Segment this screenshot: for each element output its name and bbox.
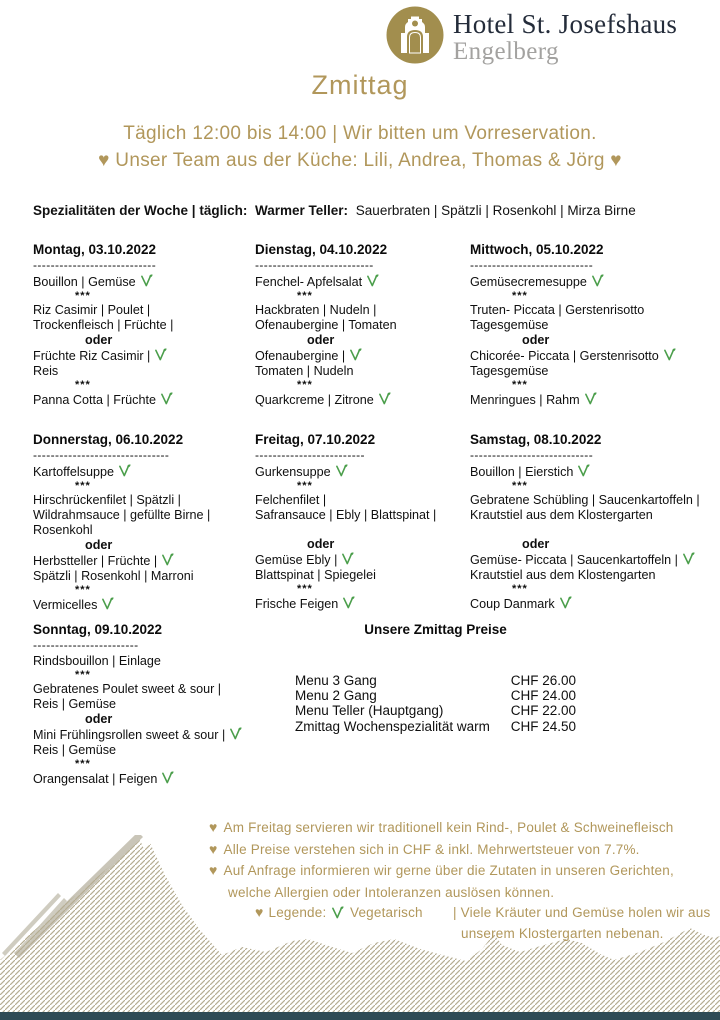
menu-line-text: Tomaten | Nudeln (255, 364, 354, 378)
menu-line-text: Früchte Riz Casimir | (33, 349, 151, 363)
menu-line (470, 568, 700, 583)
menu-line-text: Herbstteller | Früchte | (33, 554, 158, 568)
menu-line-text: Rindsbouillon | Einlage (33, 654, 161, 668)
day-column (33, 242, 173, 408)
spacer-line (470, 523, 700, 537)
menu-line-text: Gebratenes Poulet sweet & sour | (33, 682, 222, 696)
menu-line-text: Riz Casimir | Poulet | (33, 303, 151, 317)
menu-line-text: *** (297, 480, 313, 492)
menu-line (33, 364, 173, 379)
menu-line (33, 654, 242, 669)
menu-line-text: *** (512, 480, 528, 492)
price-value: CHF 26.00 (510, 673, 576, 688)
footnote-text: Am Freitag servieren wir traditionell kein Rind-, Poulet & Schweinefleisch (223, 820, 674, 835)
price-row (295, 719, 576, 734)
menu-line-text: oder (85, 333, 113, 347)
menu-line (255, 552, 436, 568)
course-separator (255, 480, 436, 493)
menu-line-text: oder (85, 712, 113, 726)
menu-line (33, 318, 173, 333)
heart-icon: ♥ (209, 862, 218, 878)
menu-line-text: Ofenaubergine | Tomaten (255, 318, 397, 332)
menu-line (255, 493, 436, 508)
menu-line (255, 508, 436, 523)
menu-line-text: Hackbraten | Nudeln | (255, 303, 377, 317)
or-label (470, 333, 676, 348)
vegetarian-icon (161, 553, 174, 566)
menu-line-text: Rosenkohl (33, 523, 93, 537)
course-separator (470, 290, 676, 303)
menu-line (255, 348, 397, 364)
day-header: Montag, 03.10.2022 (33, 242, 157, 257)
menu-line (470, 493, 700, 508)
day-header: Freitag, 07.10.2022 (255, 432, 376, 447)
menu-line-text: Gemüse- Piccata | Saucenkartoffeln | (470, 553, 678, 567)
menu-line-text: Safransauce | Ebly | Blattspinat | (255, 508, 437, 522)
price-row (295, 688, 576, 703)
menu-line (470, 274, 676, 290)
menu-line (255, 364, 397, 379)
menu-line-text: Quarkcreme | Zitrone (255, 393, 374, 407)
menu-line-text: Orangensalat | Feigen (33, 772, 158, 786)
menu-line (470, 318, 676, 333)
vegetarian-icon (140, 274, 153, 287)
footnote-line (209, 817, 674, 839)
menu-line-text: Vermicelles (33, 598, 98, 612)
menu-line (470, 552, 700, 568)
footnote-text: Alle Preise verstehen sich in CHF & inkl. Mehrwertsteuer von 7.7%. (223, 841, 640, 857)
menu-line (255, 392, 397, 408)
price-list (295, 673, 576, 734)
day-divider: ------------------------ (33, 638, 139, 652)
price-row (295, 703, 576, 718)
menu-line-text: oder (522, 537, 550, 551)
legend-garden-note (453, 902, 710, 944)
menu-line (470, 392, 676, 408)
vegetarian-icon (577, 464, 590, 477)
menu-line (470, 464, 700, 480)
menu-line (33, 303, 173, 318)
weekly-special-label: Spezialitäten der Woche | täglich: (33, 203, 248, 218)
heart-icon: ♥ (209, 819, 218, 835)
vegetarian-icon (584, 392, 597, 405)
menu-line-text: Reis (33, 364, 59, 378)
menu-line-text: *** (297, 379, 313, 391)
menu-line-text: Felchenfilet | (255, 493, 327, 507)
day-column (255, 242, 397, 408)
menu-line (33, 743, 242, 758)
menu-line (470, 508, 700, 523)
menu-line-text: Kartoffelsuppe (33, 465, 114, 479)
menu-line-text: *** (75, 480, 91, 492)
price-label: Menu Teller (Hauptgang) (295, 703, 444, 719)
menu-line-text: Mini Frühlingsrollen sweet & sour | (33, 728, 226, 742)
day-divider: ------------------------- (255, 448, 365, 462)
day-divider: ------------------------------- (33, 448, 170, 462)
day-divider: ---------------------------- (470, 448, 594, 462)
menu-line-text: *** (512, 583, 528, 595)
vegetarian-icon (331, 906, 344, 919)
legend-note-line1: | Viele Kräuter und Gemüse holen wir aus (453, 905, 711, 920)
hotel-crest-icon (386, 6, 444, 64)
vegetarian-icon (342, 596, 355, 609)
legend-vegetarian (331, 902, 423, 923)
vegetarian-icon (341, 552, 354, 565)
footnote-line (209, 882, 674, 904)
menu-line (255, 318, 397, 333)
course-separator (33, 758, 242, 771)
menu-line-text: Ofenaubergine | (255, 349, 346, 363)
warm-plate-items: Sauerbraten | Spätzli | Rosenkohl | Mirza Birne (355, 203, 636, 218)
menu-line (33, 493, 210, 508)
course-separator (255, 290, 397, 303)
day-header: Mittwoch, 05.10.2022 (470, 242, 604, 257)
hotel-name: Hotel St. Josefshaus (453, 9, 678, 39)
price-label: Zmittag Wochenspezialität warm (295, 718, 490, 734)
menu-line (255, 303, 397, 318)
course-separator (33, 290, 173, 303)
day-column (33, 622, 242, 787)
menu-line-text: *** (512, 379, 528, 391)
or-label (470, 537, 700, 552)
course-separator (33, 379, 173, 392)
menu-line-text: *** (75, 290, 91, 302)
prices-title: Unsere Zmittag Preise (364, 622, 507, 637)
price-value: CHF 24.50 (510, 718, 576, 734)
menu-line-text: Bouillon | Eierstich (470, 465, 574, 479)
menu-line (33, 464, 210, 480)
menu-line-text: Gemüse Ebly | (255, 553, 338, 567)
menu-line-text: *** (75, 584, 91, 596)
footnotes (209, 817, 674, 903)
menu-line-text: Reis | Gemüse (33, 697, 117, 711)
menu-line-text: Blattspinat | Spiegelei (255, 568, 376, 582)
or-label (33, 538, 210, 553)
spacer-line (255, 523, 436, 537)
menu-line (33, 569, 210, 584)
vegetarian-icon (663, 348, 676, 361)
course-separator (33, 669, 242, 682)
legend-label-group (255, 902, 326, 923)
day-column (470, 432, 700, 612)
menu-line (33, 727, 242, 743)
menu-line-text: Panna Cotta | Früchte (33, 393, 156, 407)
menu-line-text: Chicorée- Piccata | Gerstenrisotto (470, 349, 659, 363)
course-separator (470, 583, 700, 596)
day-divider: --------------------------- (255, 258, 374, 272)
warm-plate-label: Warmer Teller: (255, 203, 349, 218)
or-label (255, 333, 397, 348)
menu-line-text: Frische Feigen (255, 597, 339, 611)
vegetarian-icon (118, 464, 131, 477)
menu-line (255, 568, 436, 583)
menu-line-text: oder (522, 333, 550, 347)
footnote-line (209, 839, 674, 861)
vegetarian-icon (591, 274, 604, 287)
day-header: Sonntag, 09.10.2022 (33, 622, 163, 637)
menu-line-text: oder (307, 537, 335, 551)
brand-text (453, 6, 677, 65)
menu-line (33, 597, 210, 613)
vegetarian-icon (335, 464, 348, 477)
price-label: Menu 3 Gang (295, 673, 377, 688)
menu-line (470, 596, 700, 612)
menu-line-text: Spätzli | Rosenkohl | Marroni (33, 569, 194, 583)
vegetarian-icon (366, 274, 379, 287)
vegetarian-icon (682, 552, 695, 565)
menu-line (470, 303, 676, 318)
menu-line-text: *** (297, 290, 313, 302)
menu-line (33, 274, 173, 290)
menu-line-text: Coup Danmark (470, 597, 555, 611)
menu-line-text: Menringues | Rahm (470, 393, 580, 407)
prices-section (295, 622, 576, 734)
menu-line-text: Krautstiel aus dem Klostengarten (470, 568, 656, 582)
vegetarian-icon (559, 596, 572, 609)
menu-line-text: Tagesgemüse (470, 364, 549, 378)
vegetarian-icon (161, 771, 174, 784)
page-title: Zmittag (311, 70, 409, 100)
menu-line-text: *** (75, 669, 91, 681)
footnote-line (209, 860, 674, 882)
course-separator (255, 379, 397, 392)
menu-line-text: Trockenfleisch | Früchte | (33, 318, 174, 332)
menu-line (470, 348, 676, 364)
day-header: Dienstag, 04.10.2022 (255, 242, 388, 257)
day-column (470, 242, 676, 408)
menu-line-text: Wildrahmsauce | gefüllte Birne | (33, 508, 211, 522)
menu-line (33, 682, 242, 697)
footer-color-bar (0, 1012, 720, 1020)
price-value: CHF 22.00 (510, 703, 576, 719)
menu-line (33, 771, 242, 787)
menu-line (33, 508, 210, 523)
menu-line-text: oder (85, 538, 113, 552)
menu-line-text: Gurkensuppe (255, 465, 331, 479)
subtitle (0, 120, 720, 174)
or-label (255, 537, 436, 552)
course-separator (470, 379, 676, 392)
price-value: CHF 24.00 (510, 688, 576, 704)
menu-line (33, 523, 210, 538)
price-row (295, 673, 576, 688)
vegetarian-icon (378, 392, 391, 405)
legend-note-line2: unserem Klostergarten nebenan. (461, 926, 664, 941)
weekly-special-dish (255, 203, 636, 218)
menu-line (255, 464, 436, 480)
price-label: Menu 2 Gang (295, 688, 377, 704)
course-separator (255, 583, 436, 596)
day-header: Donnerstag, 06.10.2022 (33, 432, 184, 447)
menu-line-text: *** (75, 758, 91, 770)
menu-line-text: Tagesgemüse (470, 318, 549, 332)
day-header: Samstag, 08.10.2022 (470, 432, 602, 447)
menu-line-text: Hirschrückenfilet | Spätzli | (33, 493, 181, 507)
menu-line-text: Gemüsecremesuppe (470, 275, 587, 289)
menu-line (255, 274, 397, 290)
subtitle-hours: Täglich 12:00 bis 14:00 | Wir bitten um Vorreservation. (123, 123, 597, 144)
footnote-text: Auf Anfrage informieren wir gerne über die Zutaten in unseren Gerichten, (223, 863, 674, 878)
heart-icon: ♥ (209, 840, 218, 857)
menu-line (33, 348, 173, 364)
menu-line-text: Krautstiel aus dem Klostergarten (470, 508, 653, 522)
day-divider: ---------------------------- (33, 258, 157, 272)
hotel-logo (386, 6, 677, 65)
footnote-text: welche Allergien oder Intoleranzen auslösen können. (228, 884, 555, 900)
day-column (255, 432, 436, 612)
menu-line-text: *** (512, 290, 528, 302)
or-label (33, 712, 242, 727)
course-separator (33, 480, 210, 493)
vegetarian-icon (101, 597, 114, 610)
menu-line-text: Truten- Piccata | Gerstenrisotto (470, 303, 645, 317)
legend-label: Legende: (268, 905, 327, 920)
menu-line-text: *** (297, 583, 313, 595)
hotel-location: Engelberg (453, 38, 559, 65)
day-column (33, 432, 210, 613)
vegetarian-icon (154, 348, 167, 361)
menu-line-text: Bouillon | Gemüse (33, 275, 136, 289)
subtitle-team: ♥ Unser Team aus der Küche: Lili, Andrea, Thomas & Jörg ♥ (98, 150, 622, 171)
menu-line (33, 697, 242, 712)
day-divider: ---------------------------- (470, 258, 594, 272)
menu-line-text: Gebratene Schübling | Saucenkartoffeln | (470, 493, 700, 507)
menu-line-text: oder (307, 333, 335, 347)
menu-line-text: Fenchel- Apfelsalat (255, 275, 363, 289)
heart-icon: ♥ (255, 904, 264, 920)
menu-line (33, 553, 210, 569)
course-separator (33, 584, 210, 597)
vegetarian-icon (160, 392, 173, 405)
menu-line-text: *** (75, 379, 91, 391)
vegetarian-icon (229, 727, 242, 740)
menu-line (470, 364, 676, 379)
menu-line (255, 596, 436, 612)
vegetarian-icon (349, 348, 362, 361)
legend-veg-label: Vegetarisch (350, 905, 423, 920)
course-separator (470, 480, 700, 493)
menu-line (33, 392, 173, 408)
menu-line-text: Reis | Gemüse (33, 743, 117, 757)
or-label (33, 333, 173, 348)
